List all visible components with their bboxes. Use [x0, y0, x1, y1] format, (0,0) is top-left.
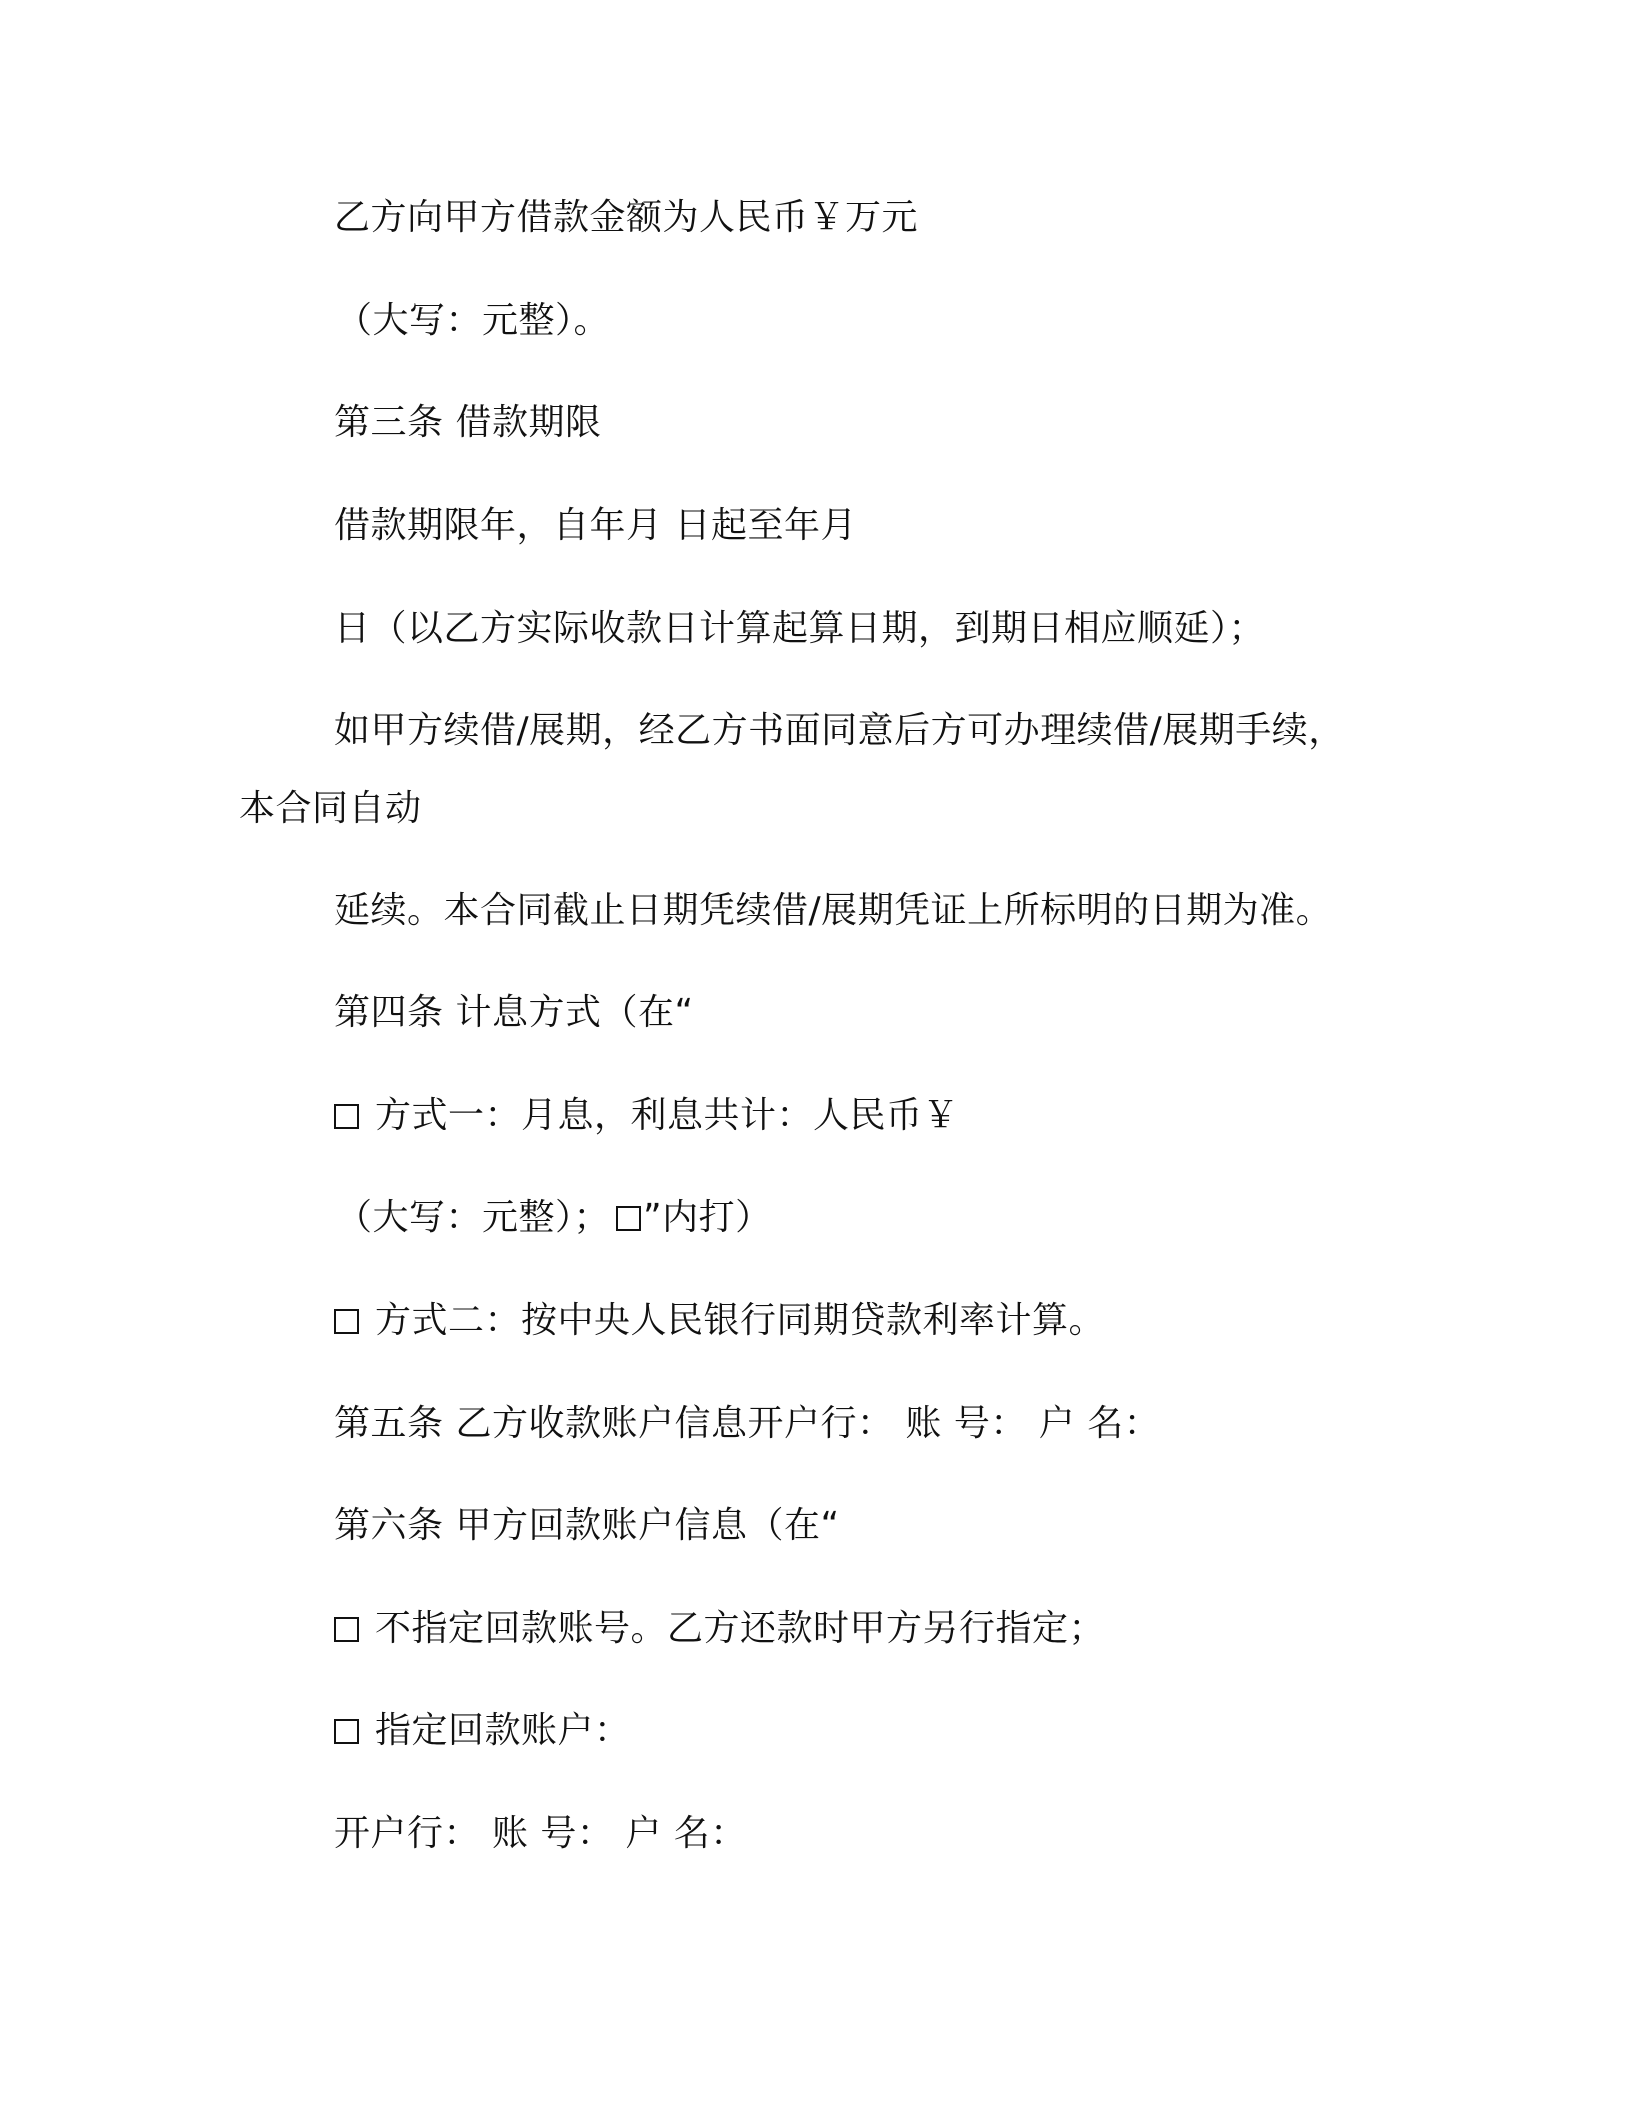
- designated-account-text: 指定回款账户：: [375, 1710, 631, 1751]
- article-4-heading: [334, 989, 694, 1037]
- option-1-checkbox[interactable]: [334, 1104, 359, 1129]
- interest-capital-text: （大写：元整）；: [336, 1197, 611, 1238]
- amount-capital-text: （大写：元整）。: [336, 300, 611, 341]
- designated-account-checkbox[interactable]: [334, 1719, 359, 1744]
- loan-term-detail-line: [334, 605, 1265, 653]
- article-5-text: 第五条 乙方收款账户信息开户行： 账 号： 户 名：: [334, 1403, 1161, 1444]
- no-repayment-account-checkbox[interactable]: [334, 1617, 359, 1642]
- loan-term-text: 借款期限年，自年月 日起至年月: [334, 505, 857, 546]
- interest-option-1: [334, 1092, 959, 1140]
- no-repayment-account-option: [334, 1605, 1105, 1653]
- article-6-heading-text: 第六条 甲方回款账户信息（在“: [334, 1505, 840, 1546]
- interest-option-2: [334, 1297, 1105, 1345]
- loan-amount-text: 乙方向甲方借款金额为人民币￥万元: [334, 197, 919, 238]
- loan-amount-line: [334, 194, 918, 242]
- interest-option-2-text: 方式二：按中央人民银行同期贷款利率计算。: [375, 1300, 1106, 1341]
- amount-capital-line: [336, 297, 610, 345]
- renewal-line: [334, 707, 1345, 755]
- article-6-heading: [334, 1502, 840, 1550]
- option-2-checkbox[interactable]: [334, 1309, 359, 1334]
- extension-text: 延续。本合同截止日期凭续借/展期凭证上所标明的日期为准。: [334, 890, 1333, 931]
- inline-checkbox-symbol: [616, 1206, 641, 1231]
- renewal-continuation-line: [239, 785, 422, 833]
- loan-term-line: [334, 502, 857, 550]
- check-instruction-text: ”内打）: [643, 1197, 772, 1238]
- extension-line: [334, 887, 1332, 935]
- interest-option-1-text: 方式一：月息，利息共计：人民币￥: [375, 1095, 960, 1136]
- repayment-account-fields-text: 开户行： 账 号： 户 名：: [334, 1813, 747, 1854]
- article-4-heading-text: 第四条 计息方式（在“: [334, 992, 694, 1033]
- repayment-account-fields: [334, 1810, 747, 1858]
- renewal-text: 如甲方续借/展期，经乙方书面同意后方可办理续借/展期手续，: [334, 710, 1345, 751]
- designated-account-option: [334, 1707, 631, 1755]
- article-5-line: [334, 1400, 1160, 1448]
- renewal-continuation-text: 本合同自动: [239, 788, 422, 829]
- no-repayment-account-text: 不指定回款账号。乙方还款时甲方另行指定；: [375, 1608, 1106, 1649]
- article-3-heading: [334, 399, 601, 447]
- interest-capital-line: [336, 1194, 772, 1242]
- loan-term-detail-text: 日（以乙方实际收款日计算起算日期，到期日相应顺延）；: [334, 608, 1266, 649]
- article-3-heading-text: 第三条 借款期限: [334, 402, 602, 443]
